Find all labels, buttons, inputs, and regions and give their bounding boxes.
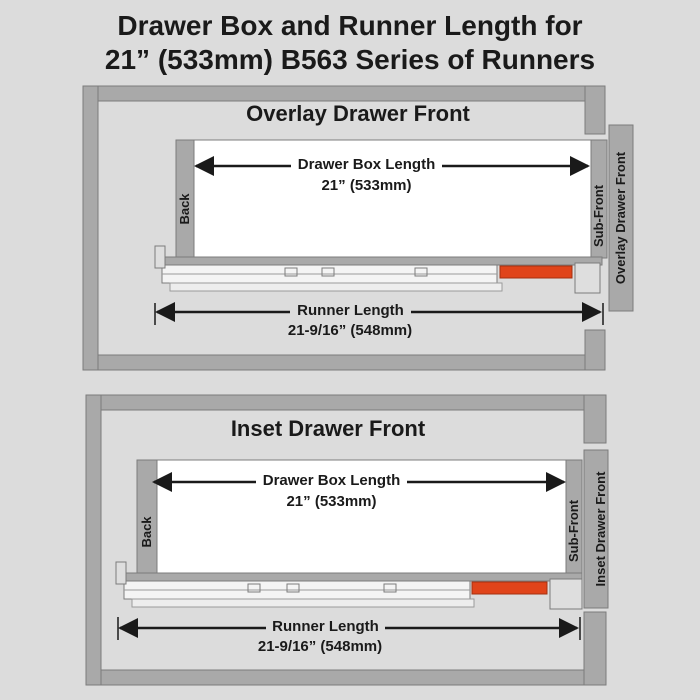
diagram-title-line1: Drawer Box and Runner Length for bbox=[117, 10, 583, 41]
drawer-bottom bbox=[124, 573, 582, 581]
overlay-heading: Overlay Drawer Front bbox=[246, 101, 470, 126]
runner-length-label: Runner Length bbox=[272, 618, 379, 635]
cabinet-left-wall bbox=[83, 86, 98, 370]
back-label: Back bbox=[177, 193, 192, 225]
cabinet-left-wall bbox=[86, 395, 101, 685]
sub-front-label: Sub-Front bbox=[566, 499, 581, 563]
runner-length-label: Runner Length bbox=[297, 302, 404, 319]
runner-end-bracket bbox=[550, 579, 582, 609]
drawer-bottom bbox=[162, 257, 602, 265]
cabinet-right-upper bbox=[585, 86, 605, 134]
cabinet-top bbox=[98, 86, 585, 101]
runner-length-value: 21-9/16” (548mm) bbox=[257, 638, 383, 655]
overlay-drawer-front-label: Overlay Drawer Front bbox=[613, 151, 628, 285]
inset-drawer-front-label: Inset Drawer Front bbox=[593, 471, 608, 587]
runner-end-bracket bbox=[575, 263, 600, 293]
cabinet-right-lower bbox=[584, 612, 606, 685]
cabinet-bottom bbox=[98, 355, 585, 370]
drawer-box-length-label: Drawer Box Length bbox=[262, 472, 401, 489]
drawer-box-length-value: 21” (533mm) bbox=[286, 493, 377, 510]
drawer-box-length-value: 21” (533mm) bbox=[321, 177, 412, 194]
drawer-box-length-label: Drawer Box Length bbox=[297, 156, 436, 173]
runner-lock-orange bbox=[500, 266, 572, 278]
diagram-title-line2: 21” (533mm) B563 Series of Runners bbox=[104, 44, 596, 75]
runner-track bbox=[132, 599, 474, 607]
cabinet-right-upper bbox=[584, 395, 606, 443]
runner-lock-orange bbox=[472, 582, 547, 594]
cabinet-top bbox=[101, 395, 584, 410]
cabinet-right-lower bbox=[585, 330, 605, 370]
cabinet-bottom bbox=[101, 670, 584, 685]
runner-length-value: 21-9/16” (548mm) bbox=[287, 322, 413, 339]
inset-heading: Inset Drawer Front bbox=[230, 416, 426, 441]
rear-bracket bbox=[116, 562, 126, 584]
back-label: Back bbox=[139, 516, 154, 548]
rear-bracket bbox=[155, 246, 165, 268]
sub-front-label: Sub-Front bbox=[591, 184, 606, 248]
runner-track bbox=[170, 283, 502, 291]
